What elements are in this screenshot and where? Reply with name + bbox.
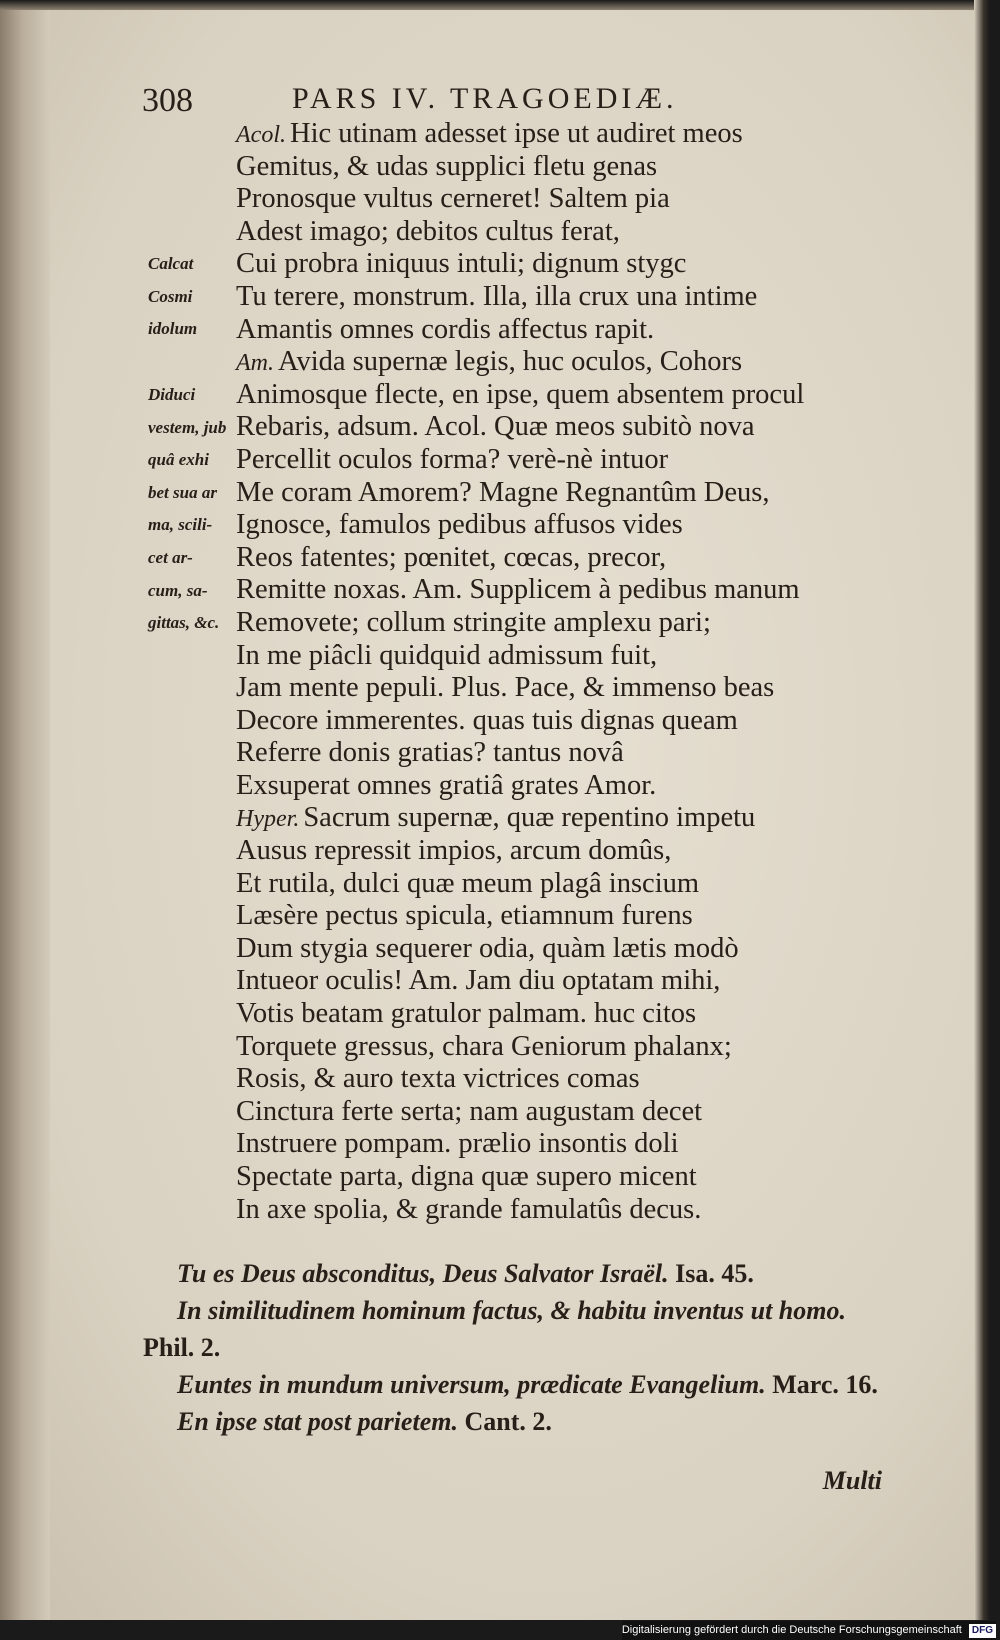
verse-line [236,607,936,640]
verse-line [236,411,936,444]
verse-text: Amantis omnes cordis affectus rapit. [236,313,655,345]
verse-text: Torquete gressus, chara Geniorum phalanx; [236,1030,732,1062]
verse-text: Tu terere, monstrum. Illa, illa crux una intime [236,280,758,312]
verse-text: Hic utinam adesset ipse ut audiret meos [289,118,743,149]
reference-citation: Cant. 2. [464,1407,552,1436]
verse-line [236,998,936,1031]
margin-note-line: vestem, jub [148,417,227,437]
verse-text: In me piâcli quidquid admissum fuit, [236,639,658,671]
reference-quote: En ipse stat post parietem. [177,1407,458,1436]
margin-note-line: cum, sa- [148,580,208,600]
margin-note-diduci [148,379,246,640]
margin-note-line: Cosmi [148,286,193,306]
verse-line [236,314,936,347]
verse-line [236,705,936,738]
speaker-label: Acol. [236,122,286,148]
verse-text: Pronosque vultus cerneret! Saltem pia [236,183,670,215]
verse-text: Referre donis gratias? tantus novâ [236,737,624,769]
verse-line [236,1063,936,1096]
verse-line [236,1096,936,1129]
verse-text: Animosque flecte, en ipse, quem absentem procul [236,378,805,410]
margin-note-line: cet ar- [148,547,193,567]
verse-text: Rebaris, adsum. Acol. Quæ meos subitò nova [236,411,755,443]
verse-text: Removete; collum stringite amplexu pari; [236,606,711,638]
verse-text: In axe spolia, & grande famulatûs decus. [236,1193,702,1225]
verse-line [236,477,936,510]
verse-line [236,151,936,184]
reference-quote: Tu es Deus absconditus, Deus Salvator Israël. [177,1259,669,1288]
verse-line [236,248,936,281]
margin-note-line: bet sua ar [148,482,217,502]
verse-line [236,770,936,803]
verse-text: Intueor oculis! Am. Jam diu optatam mihi, [236,965,721,997]
reference-entry [143,1403,903,1440]
verse-text: Læsère pectus spicula, etiamnum furens [236,900,693,932]
page-gutter-shadow [0,0,50,1620]
running-title: PARS IV. TRAGOEDIÆ. [292,82,678,115]
verse-text: Et rutila, dulci quæ meum plagâ inscium [236,867,700,899]
verse-line [236,640,936,673]
verse-line [236,183,936,216]
verse-line [236,509,936,542]
dfg-logo: DFG [969,1624,996,1638]
verse-text: Cinctura ferte serta; nam augustam decet [236,1095,703,1127]
verse-text: Spectate parta, digna quæ supero micent [236,1161,697,1192]
verse-text: Percellit oculos forma? verè-nè intuor [236,443,669,475]
reference-citation: Phil. 2. [143,1333,221,1362]
margin-note-line: Diduci [148,385,196,404]
reference-citation: Isa. 45. [675,1259,754,1288]
verse-line [236,216,936,249]
page-top-edge [0,0,990,10]
verse-text: Sacrum supernæ, quæ repentino impetu [303,802,756,834]
verse-text: Ignosce, famulos pedibus affusos vides [236,509,683,541]
reference-quote: Euntes in mundum universum, prædicate Evangelium. [177,1370,766,1399]
verse-line [236,118,936,151]
verse-block [236,118,936,1226]
verse-text: Rosis, & auro texta victrices comas [236,1063,640,1095]
verse-text: Decore immerentes. quas tuis dignas queam [236,704,738,736]
margin-note-line: gittas, &c. [148,613,220,633]
verse-line [236,542,936,575]
verse-text: Reos fatentes; pœnitet, cœcas, precor, [236,541,667,573]
reference-entry [143,1292,903,1366]
verse-line [236,868,936,901]
verse-line [236,1161,936,1194]
verse-line [236,1031,936,1064]
verse-text: Jam mente pepuli. Plus. Pace, & immenso beas [236,672,775,704]
verse-line [236,444,936,477]
verse-line [236,900,936,933]
scripture-references [143,1255,903,1440]
verse-text: Gemitus, & udas supplici fletu genas [236,150,658,182]
verse-text: Adest imago; debitos cultus ferat, [236,215,620,247]
verse-text: Me coram Amorem? Magne Regnantûm Deus, [236,476,770,508]
catchword: Multi [822,1466,882,1495]
verse-text: Ausus repressit impios, arcum domûs, [236,835,672,867]
verse-text: Cui probra iniquus intuli; dignum stygc [236,248,687,280]
verse-text: Instruere pompam. prælio insontis doli [236,1128,679,1160]
verse-line [236,933,936,966]
reference-quote: In similitudinem hominum factus, & habitu inventus ut homo. [177,1296,846,1325]
speaker-label: Am. [236,350,274,377]
speaker-label: Hyper. [236,806,300,833]
verse-line [236,965,936,998]
verse-line [236,835,936,868]
margin-note-line: quâ exhi [148,450,209,470]
digitization-footer [622,1621,996,1640]
footer-text: Digitalisierung gefördert durch die Deutsche Forschungsgemeinschaft [621,1624,962,1636]
verse-line [236,281,936,314]
verse-text: Avida supernæ legis, huc oculos, Cohors [278,346,743,378]
verse-line [236,1128,936,1161]
margin-note-line: Calcat [148,254,194,273]
margin-note-line: ma, scili- [148,515,213,535]
verse-text: Votis beatam gratulor palmam. huc citos [236,998,697,1030]
verse-text: Remitte noxas. Am. Supplicem à pedibus manum [236,574,800,606]
page-right-edge [974,0,990,1620]
verse-line [236,672,936,705]
reference-citation: Marc. 16. [772,1370,878,1399]
margin-note-calcat [148,248,246,346]
verse-line [236,802,936,835]
verse-line [236,346,936,379]
reference-entry [143,1255,903,1292]
verse-text: Dum stygia sequerer odia, quàm lætis modò [236,932,739,964]
margin-note-line: idolum [148,319,198,339]
page-number: 308 [142,82,193,119]
verse-line [236,737,936,770]
verse-line [236,379,936,412]
verse-line [236,574,936,607]
verse-text: Exsuperat omnes gratiâ grates Amor. [236,769,657,801]
reference-entry [143,1366,903,1403]
verse-line [236,1194,936,1227]
